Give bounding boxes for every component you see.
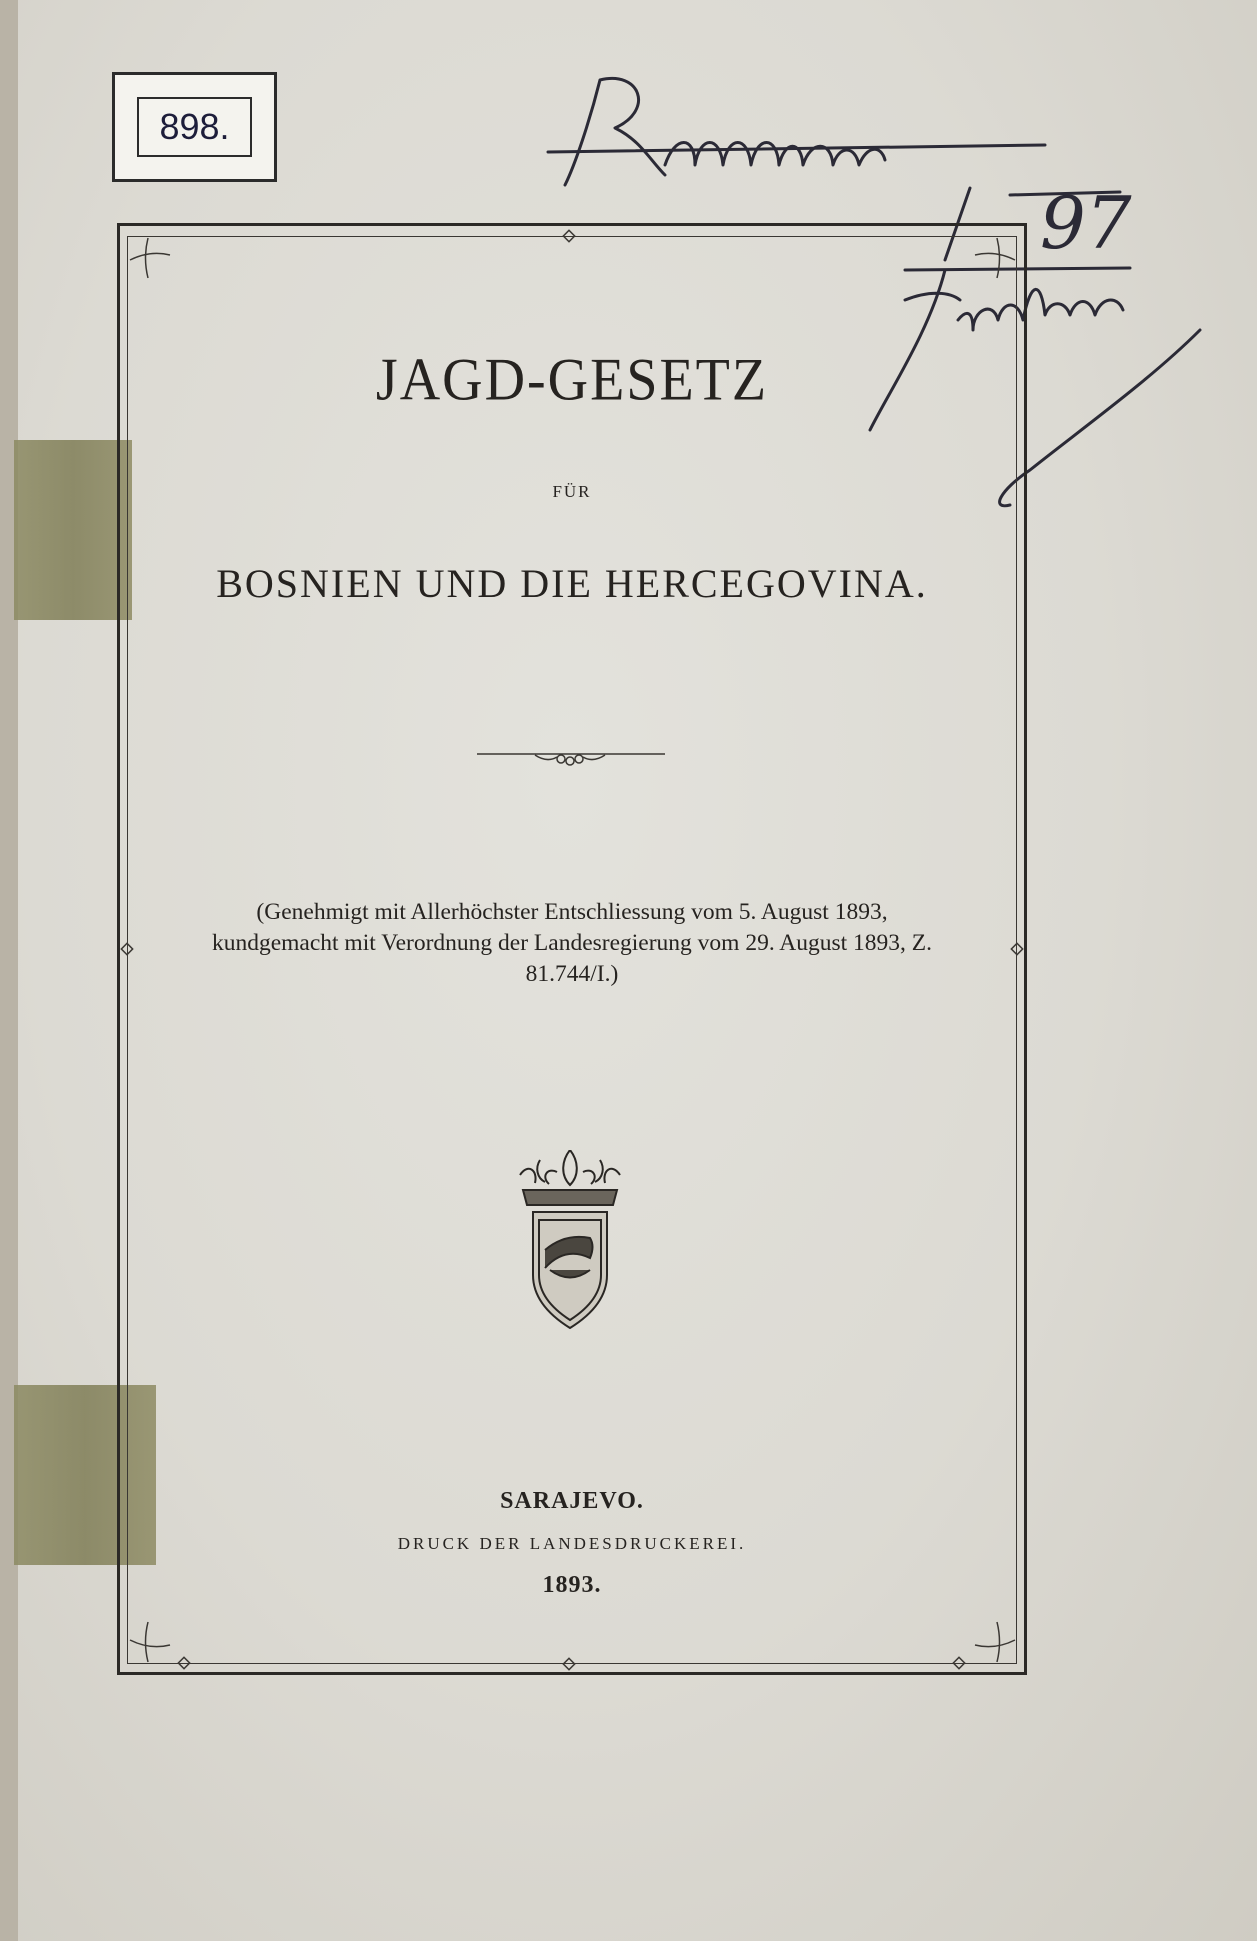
divider-ornament-icon (475, 745, 665, 769)
library-label-number: 898. (137, 97, 252, 157)
document-title: JAGD-GESETZ (375, 346, 769, 414)
imprint-city: SARAJEVO. (500, 1488, 644, 1514)
approval-note (117, 897, 1027, 990)
approval-note-text: (Genehmigt mit Allerhöchster Entschliessung vom 5. August 1893, kundgemacht mit Verordnung der Landesregierung vom 29. August 1893, Z. 81.744/I.) (211, 899, 933, 987)
imprint-printer: DRUCK DER LANDESDRUCKEREI. (397, 1534, 747, 1553)
bosnian-coat-of-arms-icon (505, 1150, 635, 1335)
document-subtitle: BOSNIEN UND DIE HERCEGOVINA. (216, 561, 928, 606)
handwritten-number: 97 (1040, 181, 1132, 265)
title-connector: FÜR (552, 482, 592, 501)
imprint-year: 1893. (542, 1572, 602, 1598)
